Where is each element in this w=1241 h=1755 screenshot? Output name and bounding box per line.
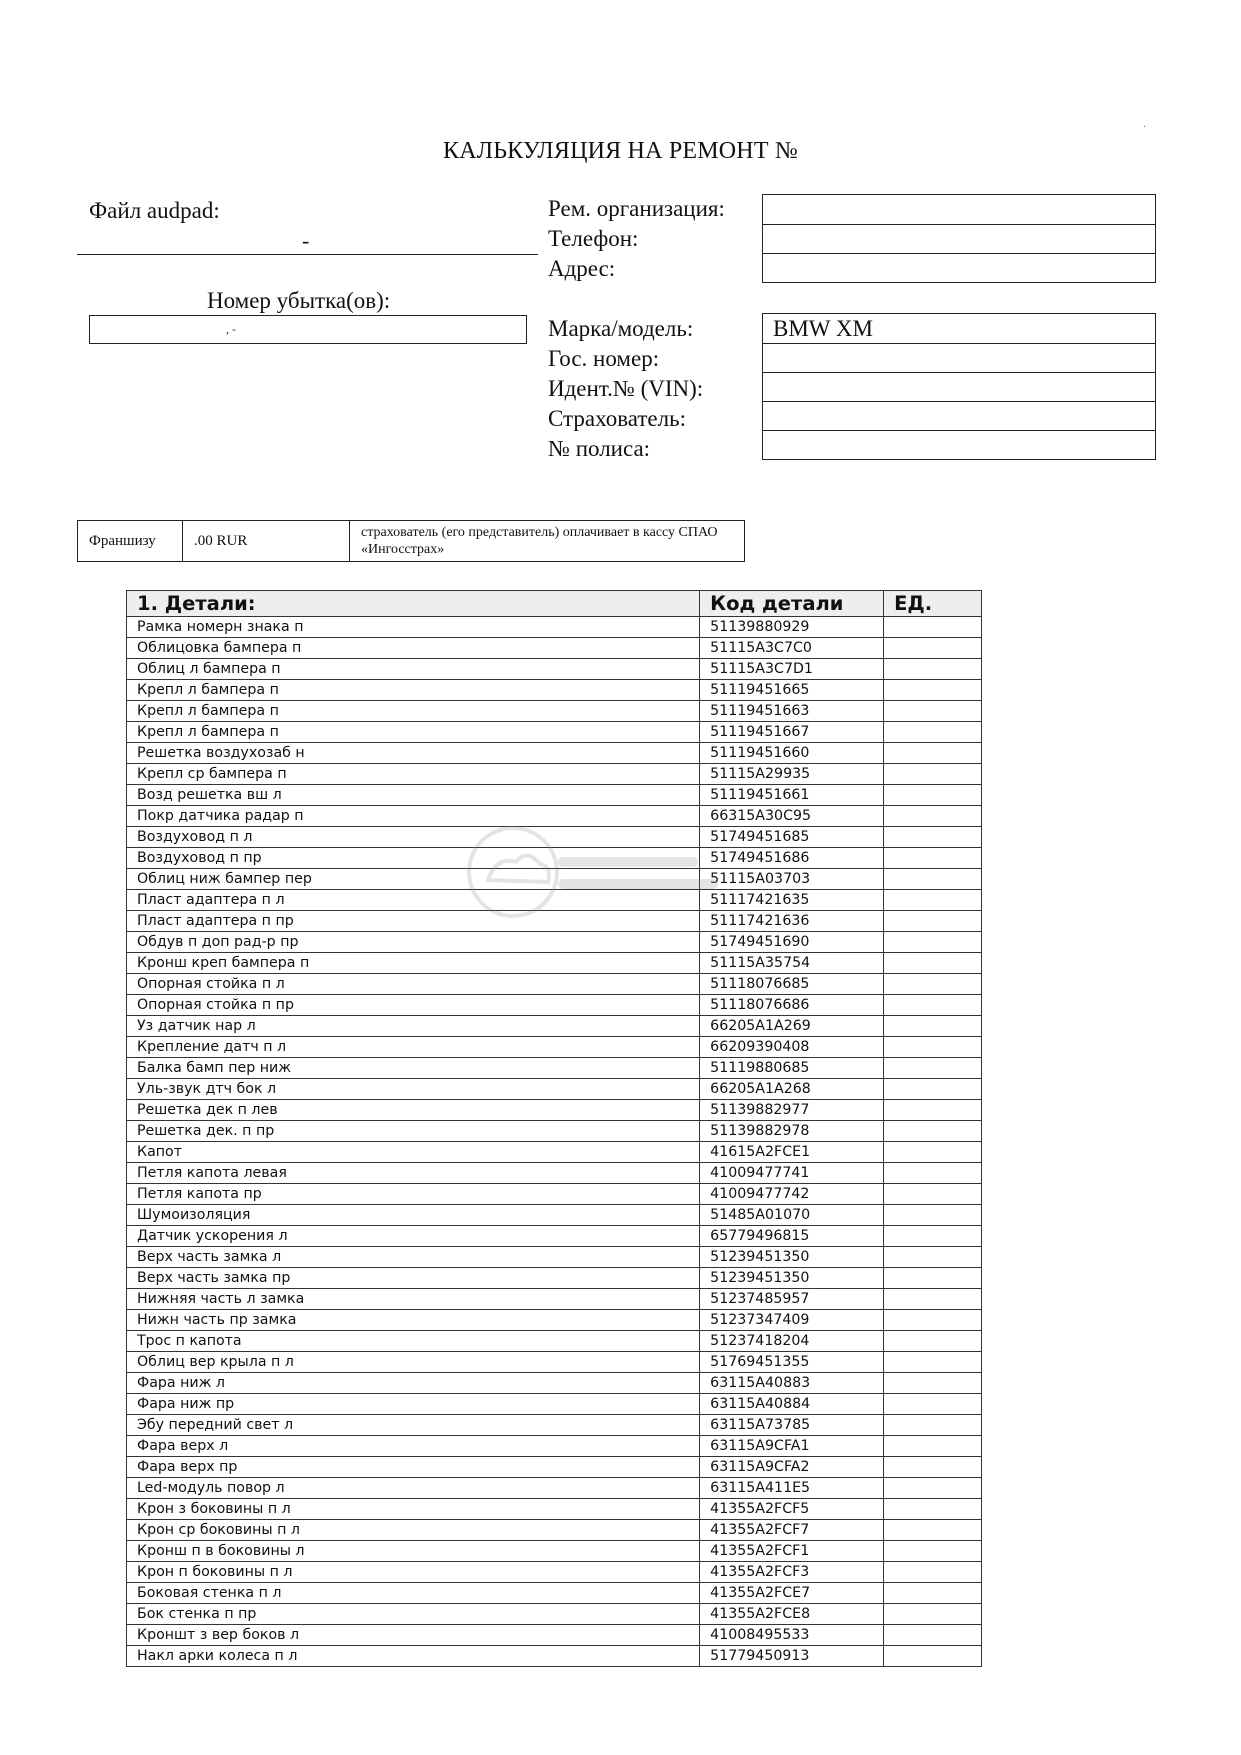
- table-row: [127, 932, 982, 953]
- part-code-cell: 51118076685: [700, 974, 884, 995]
- vehicle-fields: [762, 313, 1156, 460]
- vin-value: [763, 372, 1155, 401]
- file-underline: [77, 254, 538, 255]
- part-code-cell: 51117421635: [700, 890, 884, 911]
- part-name-cell: Пласт адаптера п пр: [127, 911, 700, 932]
- table-row: [127, 680, 982, 701]
- part-unit-cell: [884, 1100, 982, 1121]
- part-name-cell: Фара верх пр: [127, 1457, 700, 1478]
- part-unit-cell: [884, 1310, 982, 1331]
- table-row: [127, 1499, 982, 1520]
- table-row: [127, 1226, 982, 1247]
- part-code-cell: 66205A1A269: [700, 1016, 884, 1037]
- part-unit-cell: [884, 1373, 982, 1394]
- table-row: [127, 785, 982, 806]
- part-name-cell: Решетка воздухозаб н: [127, 743, 700, 764]
- part-code-cell: 51115A3C7C0: [700, 638, 884, 659]
- repair-org-label: Рем. организация:: [548, 196, 725, 221]
- table-row: [127, 617, 982, 638]
- table-row: [127, 1037, 982, 1058]
- part-unit-cell: [884, 1058, 982, 1079]
- part-name-cell: Петля капота пр: [127, 1184, 700, 1205]
- part-name-cell: Балка бамп пер ниж: [127, 1058, 700, 1079]
- part-name-cell: Верх часть замка пр: [127, 1268, 700, 1289]
- part-name-cell: Воздуховод п л: [127, 827, 700, 848]
- part-name-cell: Крепл л бампера п: [127, 701, 700, 722]
- part-code-cell: 51239451350: [700, 1247, 884, 1268]
- part-code-cell: 51485A01070: [700, 1205, 884, 1226]
- part-unit-cell: [884, 995, 982, 1016]
- franchise-amount: .00 RUR: [182, 521, 349, 561]
- part-name-cell: Эбу передний свет л: [127, 1415, 700, 1436]
- part-name-cell: Кроншт з вер боков л: [127, 1625, 700, 1646]
- part-name-cell: Led-модуль повор л: [127, 1478, 700, 1499]
- part-code-cell: 51237485957: [700, 1289, 884, 1310]
- part-unit-cell: [884, 1247, 982, 1268]
- part-unit-cell: [884, 806, 982, 827]
- table-row: [127, 638, 982, 659]
- part-unit-cell: [884, 1226, 982, 1247]
- table-row: [127, 827, 982, 848]
- part-code-cell: 51119451665: [700, 680, 884, 701]
- part-name-cell: Капот: [127, 1142, 700, 1163]
- part-code-cell: 51115A35754: [700, 953, 884, 974]
- table-row: [127, 848, 982, 869]
- document-title: КАЛЬКУЛЯЦИЯ НА РЕМОНТ №: [442, 138, 798, 164]
- part-name-cell: Уз датчик нар л: [127, 1016, 700, 1037]
- part-name-cell: Облицовка бампера п: [127, 638, 700, 659]
- table-row: [127, 1058, 982, 1079]
- part-unit-cell: [884, 869, 982, 890]
- part-unit-cell: [884, 890, 982, 911]
- part-code-cell: 51115A03703: [700, 869, 884, 890]
- part-code-cell: 41615A2FCE1: [700, 1142, 884, 1163]
- part-unit-cell: [884, 1394, 982, 1415]
- part-name-cell: Уль-звук дтч бок л: [127, 1079, 700, 1100]
- part-code-cell: 51139882977: [700, 1100, 884, 1121]
- part-name-cell: Решетка дек. п пр: [127, 1121, 700, 1142]
- part-code-cell: 63115A9CFA2: [700, 1457, 884, 1478]
- part-name-cell: Фара верх л: [127, 1436, 700, 1457]
- part-name-cell: Крон ср боковины п л: [127, 1520, 700, 1541]
- part-code-cell: 41355A2FCF5: [700, 1499, 884, 1520]
- part-name-cell: Нижн часть пр замка: [127, 1310, 700, 1331]
- table-row: [127, 1583, 982, 1604]
- table-row: [127, 1352, 982, 1373]
- repair-org-value: [763, 195, 1155, 224]
- part-code-cell: 66209390408: [700, 1037, 884, 1058]
- part-unit-cell: [884, 1121, 982, 1142]
- part-code-cell: 51139882978: [700, 1121, 884, 1142]
- table-row: [127, 1520, 982, 1541]
- part-name-cell: Шумоизоляция: [127, 1205, 700, 1226]
- part-code-cell: 51239451350: [700, 1268, 884, 1289]
- part-code-cell: 51115A3C7D1: [700, 659, 884, 680]
- franchise-label: Франшизу: [89, 532, 156, 549]
- part-code-cell: 63115A411E5: [700, 1478, 884, 1499]
- franchise-table: [77, 520, 745, 562]
- header-unit: ЕД.: [884, 591, 982, 617]
- table-row: [127, 1415, 982, 1436]
- table-row: [127, 1373, 982, 1394]
- part-unit-cell: [884, 785, 982, 806]
- loss-number-field: [89, 315, 527, 344]
- part-code-cell: 66315A30C95: [700, 806, 884, 827]
- part-name-cell: Кронш п в боковины л: [127, 1541, 700, 1562]
- part-name-cell: Верх часть замка л: [127, 1247, 700, 1268]
- part-name-cell: Бок стенка п пр: [127, 1604, 700, 1625]
- part-unit-cell: [884, 638, 982, 659]
- parts-table: [126, 590, 982, 1667]
- part-unit-cell: [884, 1037, 982, 1058]
- table-row: [127, 1247, 982, 1268]
- part-name-cell: Облиц л бампера п: [127, 659, 700, 680]
- part-code-cell: 65779496815: [700, 1226, 884, 1247]
- part-code-cell: 51779450913: [700, 1646, 884, 1667]
- part-unit-cell: [884, 1457, 982, 1478]
- part-name-cell: Датчик ускорения л: [127, 1226, 700, 1247]
- part-code-cell: 41355A2FCF7: [700, 1520, 884, 1541]
- part-name-cell: Крепл л бампера п: [127, 680, 700, 701]
- part-name-cell: Решетка дек п лев: [127, 1100, 700, 1121]
- loss-number-value: , -: [226, 322, 236, 336]
- table-row: [127, 764, 982, 785]
- corner-mark: ·: [1143, 122, 1147, 133]
- part-code-cell: 51119451667: [700, 722, 884, 743]
- part-code-cell: 41355A2FCF3: [700, 1562, 884, 1583]
- address-value: [763, 253, 1155, 282]
- file-value: -: [302, 228, 310, 253]
- part-unit-cell: [884, 1079, 982, 1100]
- vin-label: Идент.№ (VIN):: [548, 376, 704, 401]
- part-name-cell: Крон п боковины п л: [127, 1562, 700, 1583]
- parts-table-body: [127, 617, 982, 1667]
- part-code-cell: 51237347409: [700, 1310, 884, 1331]
- table-row: [127, 1142, 982, 1163]
- repair-org-labels: [548, 194, 725, 284]
- part-unit-cell: [884, 1205, 982, 1226]
- part-unit-cell: [884, 617, 982, 638]
- table-row: [127, 911, 982, 932]
- table-row: [127, 1184, 982, 1205]
- part-unit-cell: [884, 1604, 982, 1625]
- make-model-label: Марка/модель:: [548, 316, 694, 341]
- table-row: [127, 722, 982, 743]
- phone-value: [763, 224, 1155, 253]
- part-name-cell: Нижняя часть л замка: [127, 1289, 700, 1310]
- part-name-cell: Облиц вер крыла п л: [127, 1352, 700, 1373]
- part-code-cell: 66205A1A268: [700, 1079, 884, 1100]
- table-row: [127, 1562, 982, 1583]
- part-code-cell: 41009477742: [700, 1184, 884, 1205]
- part-unit-cell: [884, 1142, 982, 1163]
- part-code-cell: 41008495533: [700, 1625, 884, 1646]
- part-unit-cell: [884, 1625, 982, 1646]
- table-row: [127, 1604, 982, 1625]
- part-unit-cell: [884, 1415, 982, 1436]
- table-row: [127, 869, 982, 890]
- part-name-cell: Облиц ниж бампер пер: [127, 869, 700, 890]
- table-row: [127, 1331, 982, 1352]
- part-unit-cell: [884, 1541, 982, 1562]
- table-row: [127, 1625, 982, 1646]
- part-unit-cell: [884, 743, 982, 764]
- part-unit-cell: [884, 1646, 982, 1667]
- table-row: [127, 701, 982, 722]
- part-code-cell: 51749451690: [700, 932, 884, 953]
- policy-value: [763, 430, 1155, 459]
- part-unit-cell: [884, 1478, 982, 1499]
- part-unit-cell: [884, 953, 982, 974]
- part-unit-cell: [884, 1016, 982, 1037]
- table-row: [127, 1457, 982, 1478]
- table-row: [127, 1268, 982, 1289]
- part-name-cell: Возд решетка вш л: [127, 785, 700, 806]
- part-unit-cell: [884, 1583, 982, 1604]
- loss-number-label: Номер убытка(ов):: [207, 288, 391, 313]
- part-name-cell: Крепл л бампера п: [127, 722, 700, 743]
- table-row: [127, 974, 982, 995]
- part-unit-cell: [884, 680, 982, 701]
- file-label: Файл audpad:: [89, 198, 220, 223]
- table-row: [127, 995, 982, 1016]
- table-row: [127, 1541, 982, 1562]
- part-unit-cell: [884, 1499, 982, 1520]
- table-row: [127, 1310, 982, 1331]
- part-code-cell: 51115A29935: [700, 764, 884, 785]
- part-name-cell: Покр датчика радар п: [127, 806, 700, 827]
- part-name-cell: Крон з боковины п л: [127, 1499, 700, 1520]
- part-unit-cell: [884, 848, 982, 869]
- phone-label: Телефон:: [548, 226, 639, 251]
- part-name-cell: Накл арки колеса п л: [127, 1646, 700, 1667]
- table-row: [127, 1079, 982, 1100]
- part-code-cell: 63115A9CFA1: [700, 1436, 884, 1457]
- part-unit-cell: [884, 1331, 982, 1352]
- table-row: [127, 1205, 982, 1226]
- part-name-cell: Крепление датч п л: [127, 1037, 700, 1058]
- policy-label: № полиса:: [548, 436, 651, 461]
- header-part-code: Код детали: [700, 591, 884, 617]
- part-unit-cell: [884, 659, 982, 680]
- part-code-cell: 41009477741: [700, 1163, 884, 1184]
- insured-label: Страхователь:: [548, 406, 686, 431]
- part-unit-cell: [884, 1352, 982, 1373]
- table-row: [127, 1646, 982, 1667]
- part-code-cell: 63115A40884: [700, 1394, 884, 1415]
- part-unit-cell: [884, 1520, 982, 1541]
- insured-value: [763, 401, 1155, 430]
- table-row: [127, 1016, 982, 1037]
- part-code-cell: 51118076686: [700, 995, 884, 1016]
- repair-org-fields: [762, 194, 1156, 283]
- vehicle-labels: [548, 314, 703, 464]
- table-row: [127, 1478, 982, 1499]
- part-name-cell: Опорная стойка п л: [127, 974, 700, 995]
- part-name-cell: Обдув п доп рад-р пр: [127, 932, 700, 953]
- parts-table-header: [127, 591, 982, 617]
- part-name-cell: Пласт адаптера п л: [127, 890, 700, 911]
- part-name-cell: Кронш креп бампера п: [127, 953, 700, 974]
- part-code-cell: 41355A2FCE8: [700, 1604, 884, 1625]
- part-unit-cell: [884, 722, 982, 743]
- part-name-cell: Опорная стойка п пр: [127, 995, 700, 1016]
- part-name-cell: Трос п капота: [127, 1331, 700, 1352]
- part-name-cell: Боковая стенка п л: [127, 1583, 700, 1604]
- part-code-cell: 51749451686: [700, 848, 884, 869]
- plate-value: [763, 343, 1155, 372]
- part-code-cell: 51139880929: [700, 617, 884, 638]
- make-model-value: BMW XM: [773, 316, 873, 341]
- part-unit-cell: [884, 1562, 982, 1583]
- table-row: [127, 890, 982, 911]
- part-code-cell: 41355A2FCE7: [700, 1583, 884, 1604]
- part-code-cell: 63115A40883: [700, 1373, 884, 1394]
- table-row: [127, 1121, 982, 1142]
- table-row: [127, 659, 982, 680]
- table-row: [127, 1436, 982, 1457]
- part-unit-cell: [884, 1268, 982, 1289]
- table-row: [127, 806, 982, 827]
- part-unit-cell: [884, 764, 982, 785]
- part-unit-cell: [884, 932, 982, 953]
- part-unit-cell: [884, 911, 982, 932]
- part-code-cell: 63115A73785: [700, 1415, 884, 1436]
- part-code-cell: 41355A2FCF1: [700, 1541, 884, 1562]
- part-unit-cell: [884, 1289, 982, 1310]
- part-name-cell: Фара ниж пр: [127, 1394, 700, 1415]
- table-row: [127, 1394, 982, 1415]
- part-unit-cell: [884, 701, 982, 722]
- part-unit-cell: [884, 827, 982, 848]
- table-row: [127, 1100, 982, 1121]
- part-name-cell: Петля капота левая: [127, 1163, 700, 1184]
- franchise-note: страхователь (его представитель) оплачивает в кассу СПАО «Ингосстрах»: [349, 521, 744, 561]
- part-unit-cell: [884, 1184, 982, 1205]
- part-name-cell: Воздуховод п пр: [127, 848, 700, 869]
- table-row: [127, 1163, 982, 1184]
- address-label: Адрес:: [548, 256, 616, 281]
- part-unit-cell: [884, 1436, 982, 1457]
- part-unit-cell: [884, 974, 982, 995]
- part-code-cell: 51119451663: [700, 701, 884, 722]
- part-name-cell: Рамка номерн знака п: [127, 617, 700, 638]
- table-row: [127, 1289, 982, 1310]
- part-code-cell: 51119451660: [700, 743, 884, 764]
- part-code-cell: 51237418204: [700, 1331, 884, 1352]
- part-unit-cell: [884, 1163, 982, 1184]
- part-code-cell: 51769451355: [700, 1352, 884, 1373]
- table-row: [127, 953, 982, 974]
- part-name-cell: Крепл ср бампера п: [127, 764, 700, 785]
- part-name-cell: Фара ниж л: [127, 1373, 700, 1394]
- part-code-cell: 51119880685: [700, 1058, 884, 1079]
- part-code-cell: 51749451685: [700, 827, 884, 848]
- header-parts: 1. Детали:: [127, 591, 700, 617]
- part-code-cell: 51119451661: [700, 785, 884, 806]
- part-code-cell: 51117421636: [700, 911, 884, 932]
- table-row: [127, 743, 982, 764]
- plate-label: Гос. номер:: [548, 346, 660, 371]
